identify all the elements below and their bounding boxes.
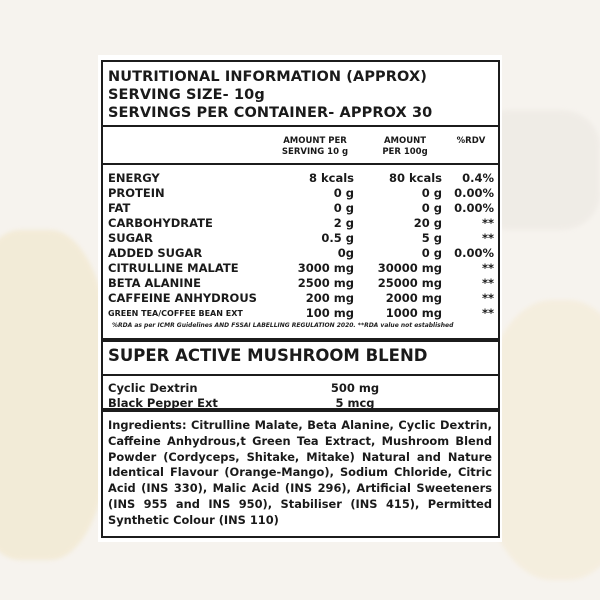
rda-footnote: %RDA as per ICMR Guidelines AND FSSAI LABELLING REGULATION 2020. **RDA value not established — [112, 322, 454, 329]
blend-row: Black Pepper Ext 5 mcg — [108, 396, 375, 410]
nutrient-row: BETA ALANINE 2500 mg 25000 mg ** — [108, 276, 494, 290]
ingredients-text: Ingredients: Citrulline Malate, Beta Alanine, Cyclic Dextrin, Caffeine Anhydrous,t Green Tea Extract, Mushroom Blend Powder (Cordyceps, Shitake, Mitake) Natural and Nature Identical Flavour (Orange-Mango), Sodium Chloride, Citric Acid (INS 330), Malic Acid (INS 296), Artificial Sweeteners (INS 955 and INS 950), Stabiliser (INS 415), Permitted Synthetic Colour (INS 110) — [108, 418, 492, 527]
nutrient-row: CAFFEINE ANHYDROUS 200 mg 2000 mg ** — [108, 291, 494, 305]
serving-size: SERVING SIZE- 10g — [108, 87, 265, 103]
nutrition-header — [108, 68, 498, 122]
background-product-art-left — [0, 230, 110, 560]
nutrient-row: GREEN TEA/COFFEE BEAN EXT 100 mg 1000 mg ** — [108, 306, 494, 320]
column-divider — [101, 163, 500, 165]
nutrient-row: ADDED SUGAR 0g 0 g 0.00% — [108, 246, 494, 260]
blend-title: SUPER ACTIVE MUSHROOM BLEND — [108, 346, 428, 365]
blend-divider — [101, 374, 500, 376]
nutrient-row: ENERGY 8 kcals 80 kcals 0.4% — [108, 171, 494, 185]
header-divider — [101, 125, 500, 127]
nutrient-row: CITRULLINE MALATE 3000 mg 30000 mg ** — [108, 261, 494, 275]
nutrient-row: PROTEIN 0 g 0 g 0.00% — [108, 186, 494, 200]
nutrient-row: CARBOHYDRATE 2 g 20 g ** — [108, 216, 494, 230]
servings-per-container: SERVINGS PER CONTAINER- APPROX 30 — [108, 105, 433, 121]
column-header-per-100g: AMOUNT PER 100g — [382, 136, 428, 157]
blend-row: Cyclic Dextrin 500 mg — [108, 381, 380, 395]
nutrient-row: FAT 0 g 0 g 0.00% — [108, 201, 494, 215]
column-header-rdv: %RDV — [456, 136, 486, 146]
column-header-per-serving: AMOUNT PER SERVING 10 g — [281, 136, 349, 157]
nutrient-row: SUGAR 0.5 g 5 g ** — [108, 231, 494, 245]
nutrition-title: NUTRITIONAL INFORMATION (APPROX) — [108, 69, 427, 85]
